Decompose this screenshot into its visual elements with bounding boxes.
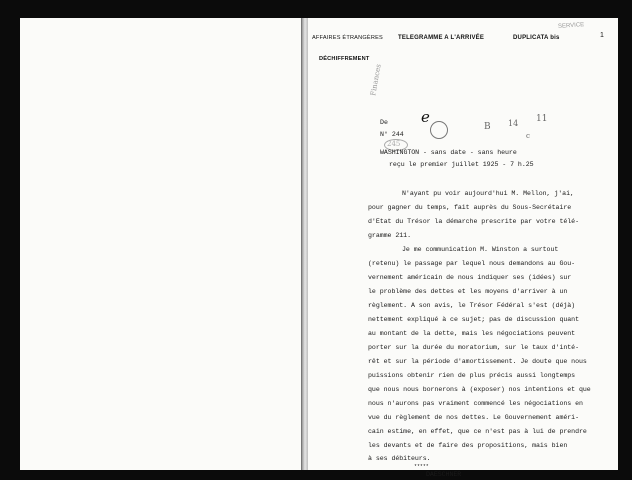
left-blank-page <box>20 18 303 470</box>
pencil-b: B <box>484 122 491 132</box>
pencil-number: 245 <box>387 140 401 148</box>
page-number: 1 <box>600 32 605 39</box>
body-line: vernement américain de nous indiquer ses (idées) sur <box>368 274 572 281</box>
pencil-11: 11 <box>536 114 548 124</box>
body-line: d'Etat du Trésor la démarche prescrite par votre télé- <box>368 218 579 225</box>
body-line: les devants et de faire des propositions, mais bien <box>368 442 568 449</box>
body-line: au montant de la dette, mais les négociations peuvent <box>368 330 576 337</box>
body-line: puissions obtenir rien de plus précis aussi longtemps <box>368 372 576 379</box>
body-line: le problème des dettes et les moyens d'arriver à un <box>368 288 568 295</box>
subservice-header: DÉCHIFFREMENT <box>319 56 370 62</box>
service-stamp: SERVICE <box>557 22 585 30</box>
pencil-c: c <box>526 132 530 140</box>
origin-line: WASHINGTON - sans date - sans heure <box>380 149 517 156</box>
body-line: cain estime, en effet, que ce n'est pas à lui de prendre <box>368 428 587 435</box>
body-line: que nous nous bornerons à (exposer) nos intentions et que <box>368 386 591 393</box>
body-line: règlement. A son avis, le Trésor Fédéral s'est (déjà) <box>368 302 576 309</box>
received-line: reçu le premier juillet 1925 - 7 h.25 <box>389 161 534 168</box>
body-line: nous n'aurons pas vraiment commencé les négociations en <box>368 400 583 407</box>
document-title: TELEGRAMME A L'ARRIVÉE <box>398 35 485 41</box>
telegram-page <box>308 18 618 478</box>
body-line: à ses débiteurs. <box>368 455 431 462</box>
margin-pencil-note: Finances <box>369 63 383 97</box>
body-line: vue du règlement de nos dettes. Le Gouvernement améri- <box>368 414 579 421</box>
body-line: N'ayant pu voir aujourd'hui M. Mellon, j'ai, <box>402 190 574 197</box>
body-line: gramme 211. <box>368 232 411 239</box>
gutter-edge <box>301 18 302 470</box>
signature: DAESCHNER <box>426 471 462 478</box>
service-header: AFFAIRES ÉTRANGÈRES <box>312 35 383 41</box>
pencil-circle <box>430 121 448 139</box>
telegram-number: N° 244 <box>380 131 404 138</box>
body-line: porter sur la durée du moratorium, sur le taux d'inté- <box>368 344 579 351</box>
ink-letter-e: e <box>421 108 430 126</box>
copy-type: DUPLICATA bis <box>513 35 560 41</box>
body-line: rêt et sur la période d'amortissement. Je doute que nous <box>368 358 587 365</box>
body-line: pour gagner du temps, fait auprès du Sous-Secrétaire <box>368 204 572 211</box>
body-line: (retenu) le passage par lequel nous demandons au Gou- <box>368 260 576 267</box>
pencil-14: 14 <box>508 119 519 128</box>
de-label: De <box>380 119 388 126</box>
body-line: nettement expliqué à ce sujet; pas de discussion quant <box>368 316 579 323</box>
separator: ***** <box>414 464 429 470</box>
body-line: Je me communication M. Winston a surtout <box>402 246 559 253</box>
